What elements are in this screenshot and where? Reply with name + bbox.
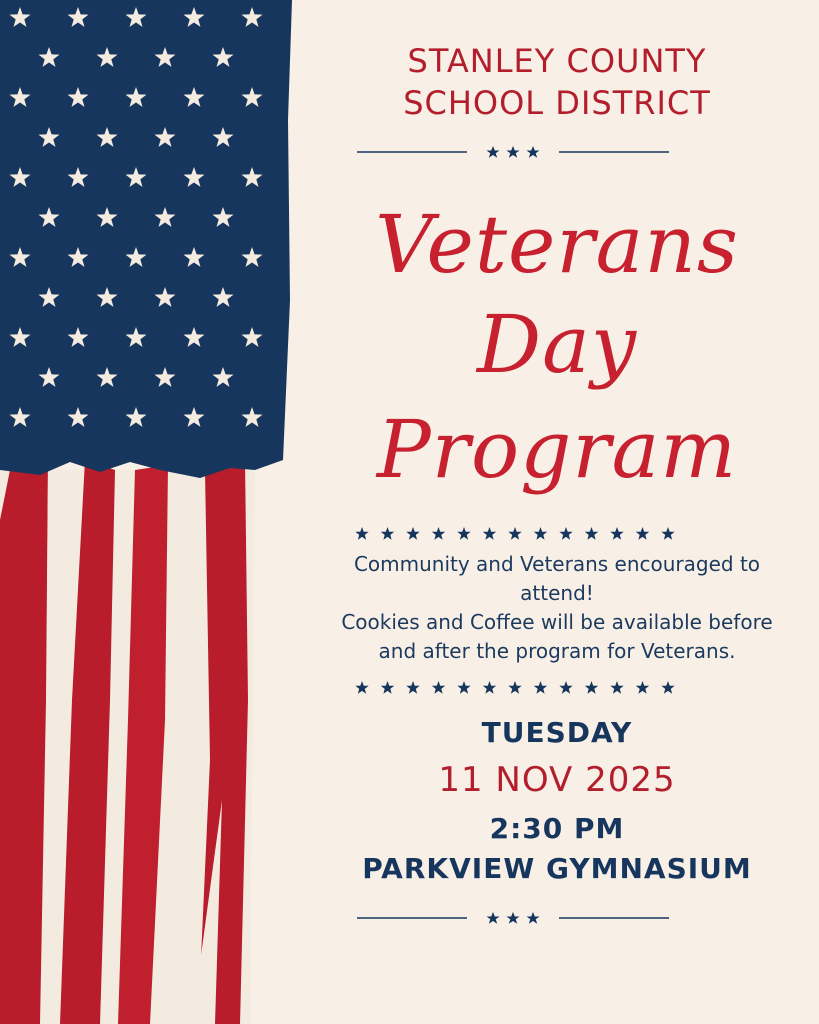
- star-icon: [507, 912, 520, 924]
- divider-top: [357, 142, 669, 162]
- star-icon: [661, 527, 674, 540]
- american-flag-illustration: [0, 0, 300, 1024]
- event-day: TUESDAY: [481, 716, 633, 749]
- star-icon: [432, 681, 445, 694]
- star-icon: [355, 681, 368, 694]
- star-icon: [508, 681, 521, 694]
- event-location: PARKVIEW GYMNASIUM: [362, 852, 752, 885]
- star-icon: [661, 681, 674, 694]
- star-icon: [559, 527, 572, 540]
- description: [295, 550, 819, 666]
- star-icon: [527, 146, 540, 158]
- star-icon: [406, 527, 419, 540]
- star-icon: [534, 527, 547, 540]
- star-icon: [457, 681, 470, 694]
- star-row-bottom: [350, 679, 680, 697]
- title-line-1: Veterans: [375, 198, 739, 291]
- star-icon: [636, 527, 649, 540]
- event-date: 11 NOV 2025: [438, 760, 676, 800]
- star-icon: [585, 527, 598, 540]
- star-icon: [585, 681, 598, 694]
- star-icon: [381, 681, 394, 694]
- description-line-1: Community and Veterans encouraged to: [353, 552, 761, 576]
- district-line-2: SCHOOL DISTRICT: [403, 84, 711, 122]
- star-icon: [534, 681, 547, 694]
- district-line-1: STANLEY COUNTY: [407, 42, 707, 80]
- star-icon: [527, 912, 540, 924]
- star-icon: [483, 527, 496, 540]
- title-line-3: Program: [376, 403, 738, 496]
- star-icon: [355, 527, 368, 540]
- description-line-4: and after the program for Veterans.: [378, 639, 736, 663]
- star-icon: [457, 527, 470, 540]
- star-icon: [487, 146, 500, 158]
- poster-content: [295, 0, 819, 1024]
- description-line-2: attend!: [520, 581, 594, 605]
- star-icon: [610, 681, 623, 694]
- district-name: [295, 40, 819, 124]
- star-icon: [381, 527, 394, 540]
- star-icon: [483, 681, 496, 694]
- event-time: 2:30 PM: [489, 812, 625, 845]
- star-icon: [487, 912, 500, 924]
- divider-bottom: [357, 908, 669, 928]
- star-icon: [406, 681, 419, 694]
- title-line-2: Day: [476, 298, 638, 391]
- star-icon: [432, 527, 445, 540]
- star-icon: [507, 146, 520, 158]
- star-icon: [559, 681, 572, 694]
- star-icon: [636, 681, 649, 694]
- star-row-top: [350, 525, 680, 543]
- description-line-3: Cookies and Coffee will be available before: [341, 610, 773, 634]
- star-icon: [508, 527, 521, 540]
- star-icon: [610, 527, 623, 540]
